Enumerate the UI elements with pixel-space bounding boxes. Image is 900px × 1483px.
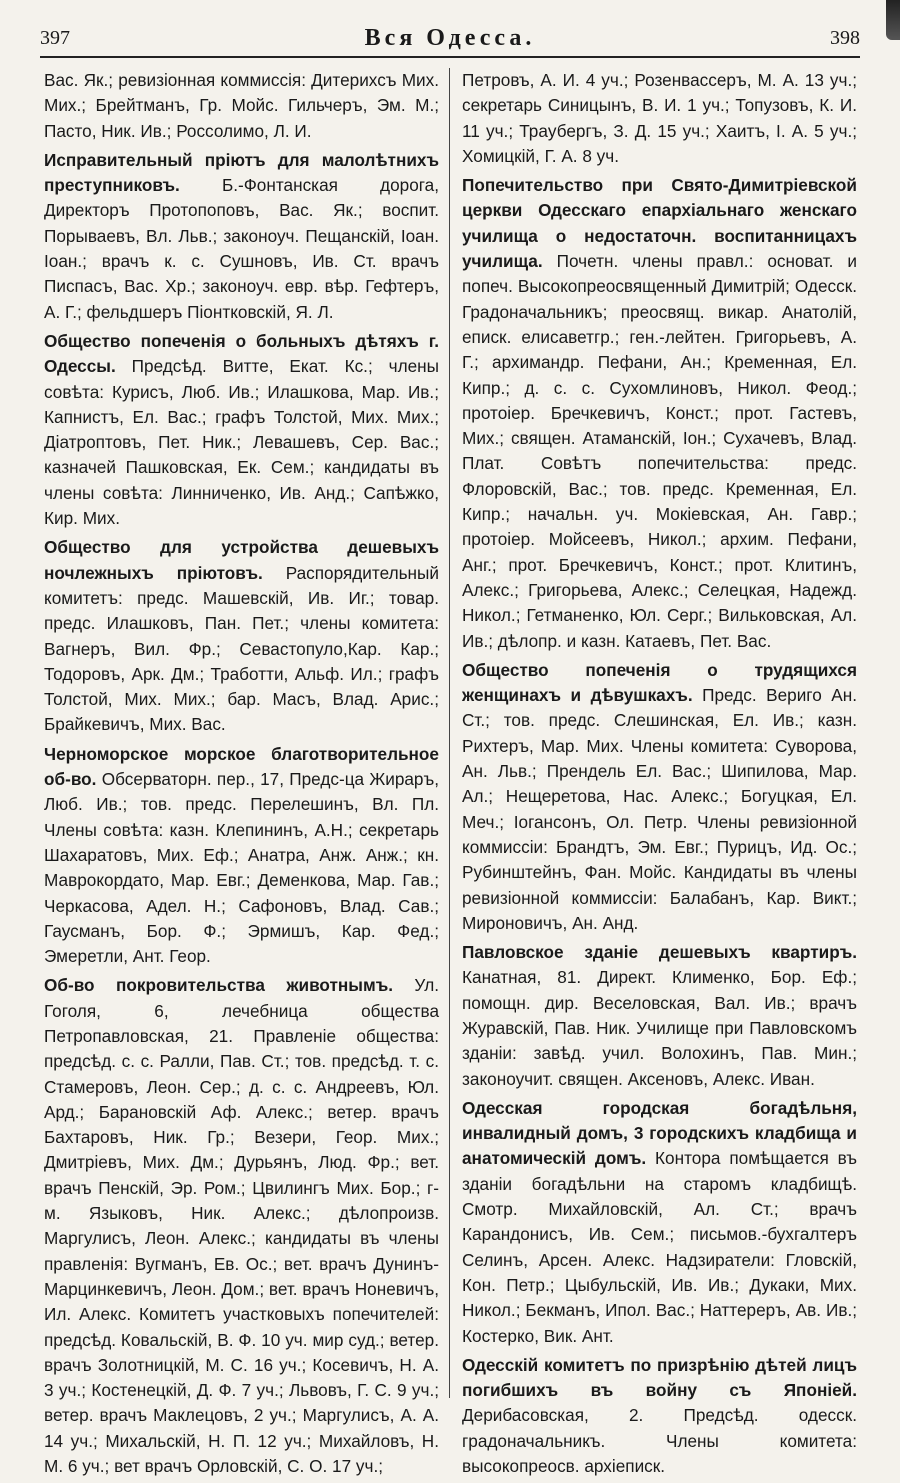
entry-title: Общество попеченія о больныхъ дѣтяхъ г. Одессы. <box>44 330 439 377</box>
entry-title: Одесская городская богадѣльня, инвалидный домъ, 3 городскихъ кладбища и анатомическій домъ. <box>462 1097 857 1169</box>
left-column <box>44 68 439 1483</box>
entry-title: Общество попеченія о трудящихся женщинахъ и дѣвушкахъ. <box>462 659 857 706</box>
directory-entry <box>44 148 439 325</box>
entry-body: Вас. Як.; ревизіонная коммиссія: Дитерихсъ Мих. Мих.; Брейтманъ, Гр. Мойс. Гильчеръ, Эм. М.; Пасто, Ник. Ив.; Россолимо, Л. И. <box>44 70 439 141</box>
directory-entry <box>44 68 439 144</box>
entry-title: Павловское зданіе дешевыхъ квартиръ. <box>462 942 857 963</box>
page-edge-mark <box>886 0 900 40</box>
entry-body: Канатная, 81. Директ. Клименко, Бор. Еф.; помощн. дир. Веселовская, Вал. Ив.; врачъ Журавскій, Пав. Ник. Училище при Павловскомъ зданіи: завѣд. учил. Волохинъ, Пав. Мин.; законоучит. священ. Аксеновъ, Алекс. Иван. <box>462 967 857 1089</box>
entry-body: Дерибасовская, 2. Предсѣд. одесск. градоначальникъ. Члены комитета: высокопреосв. архіеписк. <box>462 1405 857 1477</box>
running-header <box>40 14 860 58</box>
directory-entry <box>462 940 857 1092</box>
entry-body: Предсѣд. Витте, Екат. Кс.; члены совѣта: Курисъ, Люб. Ив.; Илашкова, Мар. Ив.; Капнистъ, Ел. Вас.; графъ Толстой, Мих. Мих.; Діатроптовъ, Пет. Ник.; Левашевъ, Сер. Вас.; казначей Пашковская, Ек. Сем.; кандидаты въ члены совѣта: Линниченко, Ив. Анд.; Сапѣжко, Кир. Мих. <box>44 356 439 529</box>
entry-title: Общество для устройства дешевыхъ ночлежныхъ пріютовъ. <box>44 537 439 583</box>
directory-entry <box>462 1353 857 1479</box>
entry-title: Об-во покровительства животнымъ. <box>44 975 393 996</box>
running-title: Вся Одесса. <box>364 25 536 51</box>
entry-body: Предс. Вериго Ан. Ст.; тов. предс. Слешинская, Ел. Ив.; казн. Рихтеръ, Мар. Мих. Члены комитета: Суворова, Ан. Льв.; Прендель Ел. Вас.; Шипилова, Мар. Ал.; Нещеретова, Нас. Алекс.; Богуцкая, Ел. Меч.; Іогансонъ, Ол. Петр. Члены ревизіонной коммиссіи: Брандтъ, Эм. Евг.; Пурицъ, Ид. Ос.; Рубинштейнъ, Фан. Мойс. Кандидаты въ члены ревизіонной коммиссіи: Балабанъ, Кар. Викт.; Мироновичъ, Ан. Анд. <box>462 685 857 933</box>
directory-entry <box>462 68 857 169</box>
entry-body: Почетн. члены правл.: основат. и попеч. Высокопреосвященный Димитрій; Одесск. Градоначальникъ; преосвящ. викар. Анатолій, епиcк. елисаветгр.; ген.-лейтен. Григорьевъ, А. Г.; архимандр. Пефани, Ан.; Кременная, Ел. Кипр.; д. с. с. Сухомлиновъ, Никол. Феод.; протоіер. Бречкевичъ, Конст.; прот. Гастевъ, Мих.; священ. Атаманскій, Іон.; Сухачевъ, Влад. Плат. Совѣтъ попечительства: предс. Флоровскій, Вас.; тов. предс. Кременная, Ел. Кипр.; начальн. уч. Мокіевская, Ан. Гавр.; протоіер. Мойсеевъ, Никол.; архим. Пефани, Анг.; прот. Бречкевичъ, Конст.; прот. Клитинъ, Алекс.; Григорьева, Алекс.; Селецкая, Надежд. Никол.; Гетманенко, Юл. Серг.; Вильковская, Ал. Ив.; дѣлопр. и казн. Катаевъ, Пет. Вас. <box>462 251 857 651</box>
column-divider <box>449 68 450 1398</box>
directory-entry <box>44 973 439 1479</box>
entry-body: Контора помѣщается въ зданіи богадѣльни на старомъ кладбищѣ. Смотр. Михайловскій, Ал. Ст.; врачъ Карандонисъ, Ив. Сем.; письмов.-бухгалтеръ Селинъ, Арсен. Алекс. Надзиратели: Гловскій, Кон. Петр.; Цыбульскій, Ив. Ив.; Дукаки, Мих. Никол.; Бекманъ, Ипол. Вас.; Наттереръ, Ав. Ив.; Костерко, Вик. Ант. <box>462 1148 857 1346</box>
entry-title: Попечительство при Свято-Димитріевской церкви Одесскаго епархіальнаго женскаго училища о недостаточн. воспитанницахъ училища. <box>462 175 857 272</box>
directory-entry <box>44 535 439 737</box>
entry-body: Обсерваторн. пер., 17, Предс-ца Жираръ, Люб. Ив.; тов. предс. Перелешинъ, Вл. Пл. Члены совѣта: казн. Клепининъ, А.Н.; секретарь Шахаратовъ, Мих. Еф.; Анатра, Анж. Анж.; кн. Маврокордато, Мар. Евг.; Деменкова, Мар. Гав.; Черкасова, Адел. Н.; Сафоновъ, Влад. Сав.; Гаусманъ, Бор. Ф.; Эрмишъ, Кар. Фед.; Эмеретли, Ант. Геор. <box>44 769 440 967</box>
right-column <box>462 68 857 1483</box>
directory-entry <box>462 658 857 936</box>
entry-title: Одесскій комитетъ по призрѣнію дѣтей лицъ погибшихъ въ войну съ Японіей. <box>462 1354 857 1401</box>
directory-entry <box>462 173 857 654</box>
entry-title: Исправительный пріютъ для малолѣтнихъ преступниковъ. <box>44 149 439 196</box>
directory-entry <box>44 329 439 531</box>
directory-entry <box>44 742 439 970</box>
page-number-right: 398 <box>830 27 860 49</box>
directory-entry <box>462 1096 857 1349</box>
entry-body: Петровъ, А. И. 4 уч.; Розенвассеръ, М. А. 13 уч.; секретарь Синицынъ, В. И. 1 уч.; Топузовъ, К. И. 11 уч.; Трaубергъ, З. Д. 15 уч.; Хаитъ, І. А. 5 уч.; Хомицкій, Г. А. 8 уч. <box>462 70 857 166</box>
entry-title: Черноморское морское благотворительное об-во. <box>44 743 439 790</box>
entry-body: Распорядительный комитетъ: предс. Машевскій, Ив. Иг.; товар. предс. Илашковъ, Пан. Пет.; члены комитета: Вагнеръ, Вил. Фр.; Севастопуло,Кар. Кар.; Тодоровъ, Арк. Дм.; Тработти, Альф. Ил.; графъ Толстой, Мих. Мих.; бар. Масъ, Влад. Арис.; Брайкевичъ, Мих. Вас. <box>44 562 439 735</box>
entry-body: Ул. Гоголя, 6, лечебница общества Петропавловская, 21. Правленіе общества: предсѣд. с. с. Ралли, Пав. Ст.; тов. предсѣд. т. с. Стамеровъ, Леон. Сер.; д. с. с. Андреевъ, Юл. Ард.; Барановскій Аф. Алекс.; ветер. врачъ Бахтаровъ, Ник. Гр.; Везери, Геор. Мих.; Дмитріевъ, Мих. Дм.; Дурьянъ, Люд. Фр.; вет. врачъ Пенскій, Эр. Ром.; Цвилингъ Мих. Бор.; г-м. Языковъ, Ник. Алекс.; дѣлопроизв. Маргулисъ, Леон. Алекс.; кандидаты въ члены правленія: Вугманъ, Ев. Ос.; вет. врачъ Дунинъ-Марцинкевичъ, Леон. Дом.; вет. врачъ Нoневичъ, Ил. Алекс. Комитетъ участковыхъ попечителей: предсѣд. Ковальскій, В. Ф. 10 уч. мир суд.; ветер. врачъ Золотницкій, М. С. 16 уч.; Косевичъ, Н. А. 3 уч.; Костенецкій, Д. Ф. 7 уч.; Львовъ, Г. С. 9 уч.; ветер. врачъ Маклецовъ, 2 уч.; Маргулисъ, А. А. 14 уч.; Михальскій, Н. П. 12 уч.; Михайловъ, Н. М. 6 уч.; вет врачъ Орловскій, С. О. 17 уч.; <box>44 975 439 1477</box>
entry-body: Б.-Фонтанская дорога, Директоръ Протопоповъ, Вас. Як.; воспит. Порываевъ, Вл. Льв.; законоуч. Пещанскій, Іоан. Іоан.; врачъ к. с. Сушновъ, Ив. Ст. врачъ Писпасъ, Вас. Хр.; законоуч. евр. вѣр. Гефтеръ, А. Г.; фельдшеръ Піонтковскій, Я. Л. <box>44 175 439 322</box>
page-number-left: 397 <box>40 27 70 49</box>
